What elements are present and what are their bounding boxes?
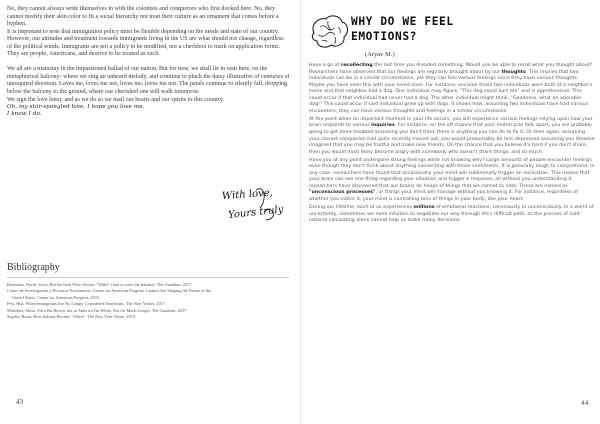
bibliography-entry: Bernstein, David. Sorry, But the Irish Were Always "White" (and so were the Italians). The Guardian, 2017. [7,282,193,287]
signature-line: With love, [221,187,274,203]
left-paragraph: We sign the love letter, and as we do so we mail our hearts and our spirits to this country. [7,96,225,103]
bibliography-entry: Malsdnet, Alexa. I'm a Bit Brown, but in America I'm White. Not for Much Longer. The Guardian, 2017. [7,307,188,313]
divider [7,277,289,278]
bibliography-list [7,282,291,320]
right-page [300,0,600,424]
author: (Aryav M.) [365,51,395,58]
bibliography-title: Bibliography [7,262,60,273]
article-paragraph: During our lifetime, each of us experiences millions of emotional reactions, consciously or unconsciously. In a world of uncertainty, sometimes we need intuition to negotiate our way through life's difficult path, as the process of cold rational calculating alone cannot help us make many decisions. [309,204,594,224]
signature [218,182,284,226]
page-number: 44 [581,400,589,407]
bibliography-entry: Centro de Investigación y Docencia Económicas. Center for American Progress. Latinos Are Shaping the Future of the United States. Center for American Progress, 2015. [7,288,212,300]
article-paragraph: Have a go at recollecting the last time you dreaded something. Would you be able to recall what you thought about? Researchers have observed that our feelings are regularly brought about by our thoughts. This implies that two individuals can be in a similar circumstance, yet they can feel various feelings since they have various thoughts. Maybe you have seen this with your loved ones. For instance, envision those two individuals were both at a neighbor's home and that neighbor had a dog. One individual may figure, "This dog could hurt me" and is apprehensive. This could occur if that individual had never had a dog. The other individual might think, "Goodness, what an adorable dog!" This could occur if said individual grew up with dogs. It shows how, assuming two individuals have had various encounters, they can have various thoughts and feelings in a similar circumstance. [309,63,593,114]
left-paragraph: We all are a mainstay in the impassioned ballad of our nation. But for now, we shall lie in wait here, on the metaphorical balcony- where we sing an unheard melody, and continue to pluck the daisy illustrative of centuries of unrequited devotion. Loves me, loves me not, loves me, loves me not. The petals continue to silently fall, dropping below the balcony to the ground, where our cherished one will walk tomorrow. [7,66,290,95]
bibliography-entry: Pew, Hua. When Immigrants Are No Longer Considered Americans. The New Yorker, 2017. [7,301,167,307]
left-paragraph: It is important to note that immigration policy must be flexible depending on the needs and state of our country. However, our attitudes and treatment towards immigrants living in the US are what should not change, regardless of the political winds. Immigrants are not a policy to be modified, nor a checkbox to mark on application forms. They are people, Americans, and deserve to be treated as such. [7,28,284,58]
bibliography-entry: Staples, Brent. How Italians Became "White". The New York Times, 2019. [7,314,136,320]
brain-doodle-icon [308,13,350,51]
article-body [309,63,595,226]
article-paragraph: Have you at any point undergone strong feelings while not knowing why? Large amounts of people encounter feelings even though they don't think about anything connecting with those sentiments. It is generally tough to comprehend. In any case, researchers have found that occasionally your mind will subliminally trigger an inclination. This means that your brain can see one thing regarding your situation and trigger a response, all without you understanding it. researchers have discovered that our brains do heaps of things that we cannot to note. These are named as "unconscious processes", or things your mind will manage without you knowing it. For instance, regardless of whether you notice it, your mind is controlling tons of things in your body, like your heart. [309,157,595,202]
article-paragraph: At the point when an important moment in your life occurs, you will experience various feelings relying upon how your brain responds to various inquiries. For instance, on the off chance that your motorcycle falls apart, you are probably going to get more troubled assuming you don't think there is anything you can do to fix it. Or then again, assuming your closest companion had quite recently moved out, you would presumably be less depressed assuming you likewise imagined that you may be fruitful and make new friends. On the chance that you believe it's hard if you don't share, then you would most likely become angry with somebody who doesn't share things, and so much. [309,116,595,155]
left-paragraph: No, they cannot always write themselves in with the colonists and conquerors who first docked here. No, they cannot modify their skin color to fit a social hierarchy not treat their culture as an ornament that comes before a hyphen. [7,6,279,28]
article-title: WHY DO WE FEEL EMOTIONS? [351,15,454,43]
cursive-line: I know I do. [7,111,42,118]
cursive-line: Oh, my star-spangled love, I hope you love me. [7,104,145,111]
page-number: 43 [16,398,23,406]
signature-line: Yours truly [227,204,284,222]
